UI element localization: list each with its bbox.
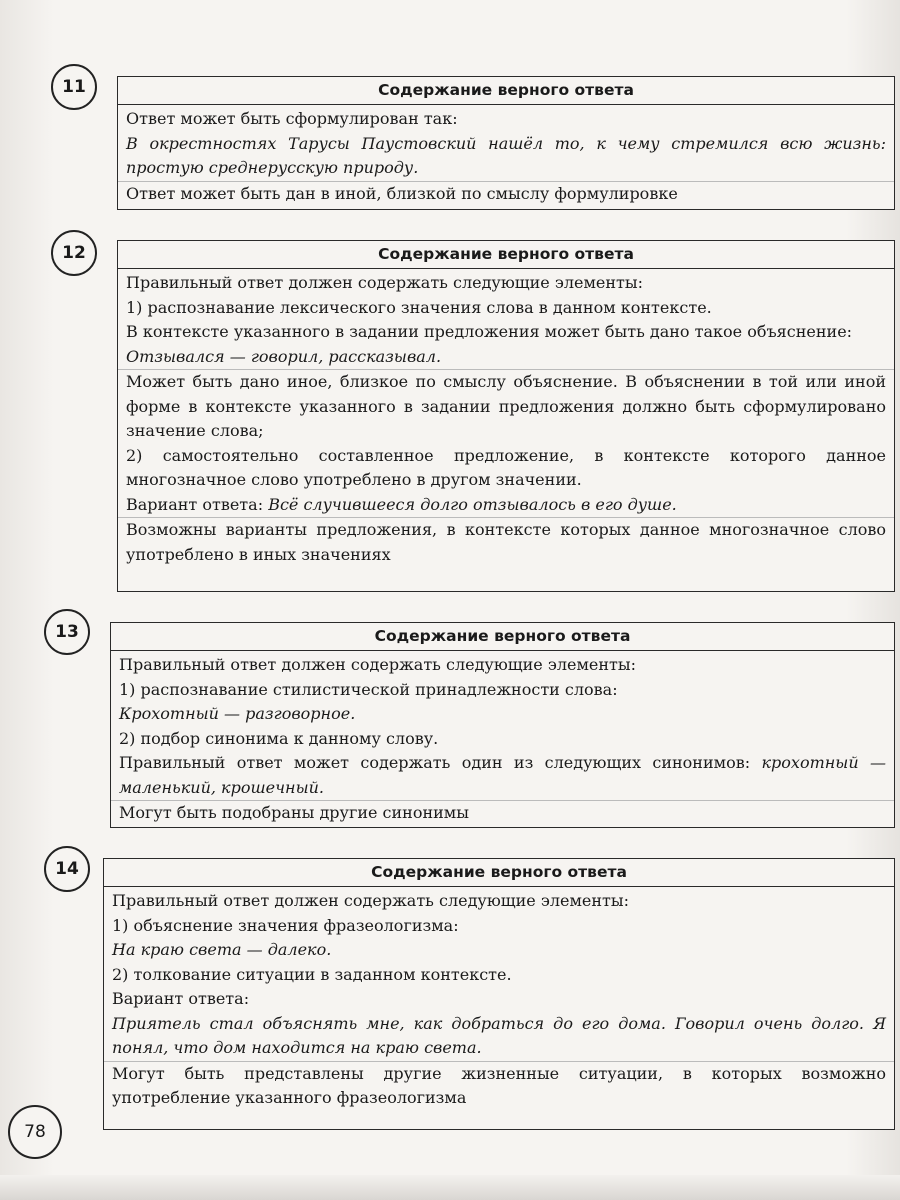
answer-line: Может быть дано иное, близкое по смыслу объяснение. В объяснении в той или иной форме в контексте указанного в задании предложения должно быть сформулировано значение слова; (126, 372, 886, 440)
answer-example: Отзывался — говорил, рассказывал. (126, 346, 442, 366)
answer-line: 2) толкование ситуации в заданном контексте. (112, 964, 512, 984)
task-number-badge: 12 (51, 230, 97, 276)
answer-line: 1) распознавание стилистической принадлежности слова: (119, 679, 618, 699)
answer-line: Могут быть подобраны другие синонимы (119, 803, 469, 822)
answer-box-14 (103, 858, 895, 1130)
answer-box-13 (110, 622, 895, 828)
answer-line: Ответ может быть сформулирован так: (126, 109, 458, 128)
answer-line: Могут быть представлены другие жизненные ситуации, в которых возможно употребление указанного фразеологизма (112, 1063, 886, 1107)
answer-line (126, 493, 886, 518)
answer-box-header: Содержание верного ответа (118, 241, 894, 269)
answer-line: 2) самостоятельно составленное предложение, в контексте которого данное многозначное слово употреблено в другом значении. (126, 445, 886, 489)
answer-box-header: Содержание верного ответа (111, 623, 894, 651)
answer-line: Ответ может быть дан в иной, близкой по смыслу формулировке (126, 183, 678, 203)
answer-box-11 (117, 76, 895, 210)
answer-line: Правильный ответ должен содержать следующие элементы: (112, 891, 630, 910)
answer-box-header: Содержание верного ответа (118, 77, 894, 105)
answer-line: Правильный ответ должен содержать следующие элементы: (126, 273, 644, 292)
answer-example: Приятель стал объяснять мне, как добраться до его дома. Говорил очень долго. Я понял, что дом находится на краю света. (112, 1013, 886, 1057)
variant-label: Вариант ответа: (126, 494, 264, 514)
answer-line: 1) объяснение значения фразеологизма: (112, 915, 459, 935)
answer-line: Возможны варианты предложения, в контексте которых данное многозначное слово употреблено в иных значениях (126, 520, 886, 564)
answer-example: крохотный — маленький, крошечный. (119, 753, 887, 797)
answer-line-text: Правильный ответ может содержать один из следующих синонимов: (119, 753, 751, 772)
page-bottom-edge (0, 1175, 900, 1200)
answer-line (119, 751, 886, 800)
answer-box-body (104, 887, 894, 1115)
answer-box-body (118, 105, 894, 210)
answer-line: 1) распознавание лексического значения слова в данном контексте. (126, 297, 712, 317)
answer-box-body (118, 269, 894, 571)
answer-box-header: Содержание верного ответа (104, 859, 894, 887)
answer-example: Всё случившееся долго отзывалось в его душе. (268, 494, 677, 514)
task-number-badge: 11 (51, 64, 97, 110)
answer-line: Правильный ответ должен содержать следующие элементы: (119, 655, 637, 674)
answer-line: 2) подбор синонима к данному слову. (119, 728, 439, 748)
answer-line: Вариант ответа: (112, 989, 250, 1008)
answer-box-body (111, 651, 894, 830)
answer-box-12 (117, 240, 895, 592)
task-number-badge: 14 (44, 846, 90, 892)
answer-example: Крохотный — разговорное. (119, 704, 356, 723)
answer-example: В окрестностях Тарусы Паустовский нашёл то, к чему стремился всю жизнь: простую среднерусскую природу. (126, 133, 886, 177)
answer-example: На краю света — далеко. (112, 940, 332, 959)
task-number-badge: 13 (44, 609, 90, 655)
answer-line: В контексте указанного в задании предложения может быть дано такое объяснение: (126, 322, 853, 341)
page-number: 78 (8, 1105, 62, 1159)
